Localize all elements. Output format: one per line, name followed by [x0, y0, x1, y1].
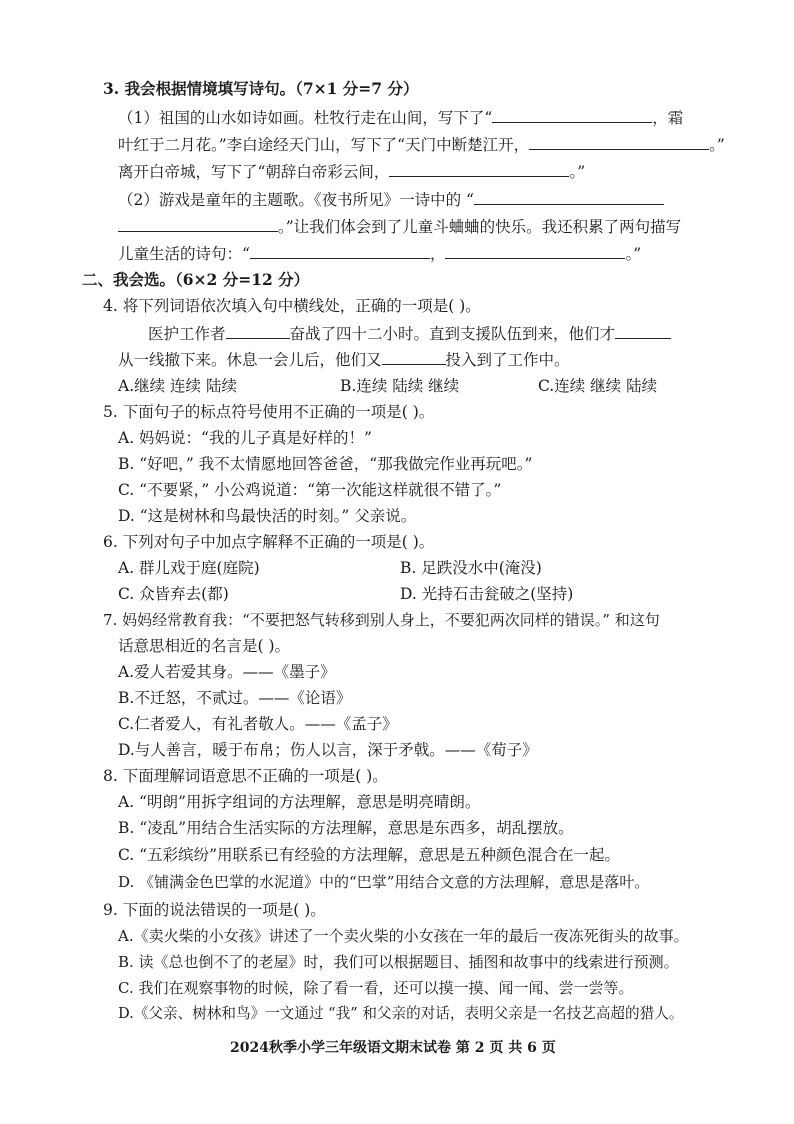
q5-option-d[interactable]: D. “这是树林和鸟最快活的时刻。” 父亲说。	[118, 507, 417, 525]
q3-line-6	[118, 243, 641, 264]
q3-text-6a: 儿童生活的诗句：“	[118, 245, 250, 263]
q4-text-1a: 医护工作者	[148, 325, 226, 343]
page-footer: 2024秋季小学三年级语文期末试卷 第 2 页 共 6 页	[230, 1040, 556, 1056]
q3-text-4a: （2）游戏是童年的主题歌。《夜书所见》一诗中的 “	[118, 191, 474, 209]
q8-option-c[interactable]: C. “五彩缤纷”用联系已有经验的方法理解，意思是五种颜色混合在一起。	[118, 846, 621, 864]
q6-stem: 6. 下列对句子中加点字解释不正确的一项是( )。	[103, 533, 435, 551]
q9-stem: 9. 下面的说法错误的一项是( )。	[103, 901, 326, 919]
q6-option-c[interactable]: C. 众皆弃去(都)	[118, 585, 229, 603]
q9-option-c[interactable]: C. 我们在观察事物的时候，除了看一看，还可以摸一摸、闻一闻、尝一尝等。	[118, 979, 634, 997]
q3-line-4	[118, 189, 664, 210]
q4-blank-1[interactable]	[226, 323, 290, 339]
q3-blank-7[interactable]	[445, 243, 625, 259]
q3-text-6b: ，	[429, 245, 446, 263]
q9-option-d[interactable]: D.《父亲、树林和鸟》一文通过 “我” 和父亲的对话，表明父亲是一名技艺高超的猎人。	[118, 1005, 684, 1022]
q9-option-a[interactable]: A.《卖火柴的小女孩》讲述了一个卖火柴的小女孩在一年的最后一夜冻死街头的故事。	[118, 927, 689, 945]
q4-line-1	[148, 323, 671, 344]
q3-text-3b: 。”	[569, 163, 586, 181]
q3-line-5	[118, 216, 681, 237]
q4-line-2	[118, 349, 570, 370]
q3-text-2a: 叶红于二月花。”李白途经天门山，写下了“天门中断楚江开，	[118, 136, 530, 154]
q6-option-d[interactable]: D. 光持石击瓮破之(坚持)	[400, 585, 574, 603]
q4-text-2b: 投入到了工作中。	[445, 351, 570, 369]
q3-blank-1[interactable]	[492, 107, 652, 123]
q3-blank-2[interactable]	[529, 134, 709, 150]
q6-option-b[interactable]: B. 足跌没水中(淹没)	[400, 559, 542, 577]
q5-option-c[interactable]: C. “不要紧，” 小公鸡说道：“第一次能这样就很不错了。”	[118, 481, 502, 499]
q7-stem-1: 7. 妈妈经常教育我：“不要把怒气转移到别人身上，不要犯两次同样的错误。” 和这句	[103, 611, 660, 629]
section-2-title: 二、我会选。（6×2 分=12 分）	[82, 270, 310, 289]
q8-option-d[interactable]: D. 《铺满金色巴掌的水泥道》中的“巴掌”用结合文意的方法理解，意思是落叶。	[118, 873, 650, 891]
q4-option-a[interactable]: A.继续 连续 陆续	[118, 377, 237, 395]
q3-blank-4[interactable]	[474, 189, 664, 205]
q9-option-b[interactable]: B. 读《总也倒不了的老屋》时，我们可以根据题目、插图和故事中的线索进行预测。	[118, 953, 679, 971]
q3-text-3a: 离开白帝城，写下了“朝辞白帝彩云间，	[118, 163, 390, 181]
q4-option-c[interactable]: C.连续 继续 陆续	[538, 377, 658, 395]
q8-option-a[interactable]: A. “明朗”用拆字组词的方法理解，意思是明亮晴朗。	[118, 793, 481, 811]
q7-option-d[interactable]: D.与人善言，暖于布帛；伤人以言，深于矛戟。——《荀子》	[118, 741, 538, 759]
q6-option-a[interactable]: A. 群儿戏于庭(庭院)	[118, 559, 260, 577]
q7-option-c[interactable]: C.仁者爱人，有礼者敬人。——《孟子》	[118, 715, 398, 733]
q3-text-6c: 。”	[625, 245, 642, 263]
q3-line-3	[118, 161, 585, 182]
q7-option-b[interactable]: B.不迁怒，不贰过。——《论语》	[118, 689, 352, 707]
q4-stem: 4. 将下列词语依次填入句中横线处，正确的一项是( )。	[103, 297, 481, 315]
q3-text-5a: 。”让我们体会到了儿童斗蛐蛐的快乐。我还积累了两句描写	[278, 218, 682, 236]
q4-text-2a: 从一线撤下来。休息一会儿后，他们又	[118, 351, 382, 369]
q3-blank-3[interactable]	[389, 161, 569, 177]
q3-blank-5[interactable]	[118, 216, 278, 232]
q4-blank-3[interactable]	[382, 349, 446, 365]
q4-text-1b: 奋战了四十二小时。直到支援队伍到来，他们才	[289, 325, 616, 343]
q3-text-1b: ，霜	[652, 109, 684, 127]
q5-option-a[interactable]: A. 妈妈说：“我的儿子真是好样的！”	[118, 429, 372, 447]
q8-stem: 8. 下面理解词语意思不正确的一项是( )。	[103, 767, 388, 785]
q4-option-b[interactable]: B.连续 陆续 继续	[340, 377, 460, 395]
q3-line-2	[118, 134, 725, 155]
q3-text-1a: （1）祖国的山水如诗如画。杜牧行走在山间，写下了“	[118, 109, 493, 127]
q5-option-b[interactable]: B. “好吧，” 我不太情愿地回答爸爸，“那我做完作业再玩吧。”	[118, 455, 533, 473]
q3-text-2b: 。”	[709, 136, 725, 154]
q3-line-1	[118, 107, 683, 128]
q7-option-a[interactable]: A.爱人若爱其身。——《墨子》	[118, 663, 336, 681]
q8-option-b[interactable]: B. “凌乱”用结合生活实际的方法理解，意思是东西多，胡乱摆放。	[118, 819, 574, 837]
q5-stem: 5. 下面句子的标点符号使用不正确的一项是( )。	[103, 403, 435, 421]
q4-blank-2[interactable]	[615, 323, 671, 339]
q3-title: 3. 我会根据情境填写诗句。（7×1 分=7 分）	[103, 79, 419, 98]
q7-stem-2: 话意思相近的名言是( )。	[118, 637, 291, 655]
q3-blank-6[interactable]	[250, 243, 430, 259]
